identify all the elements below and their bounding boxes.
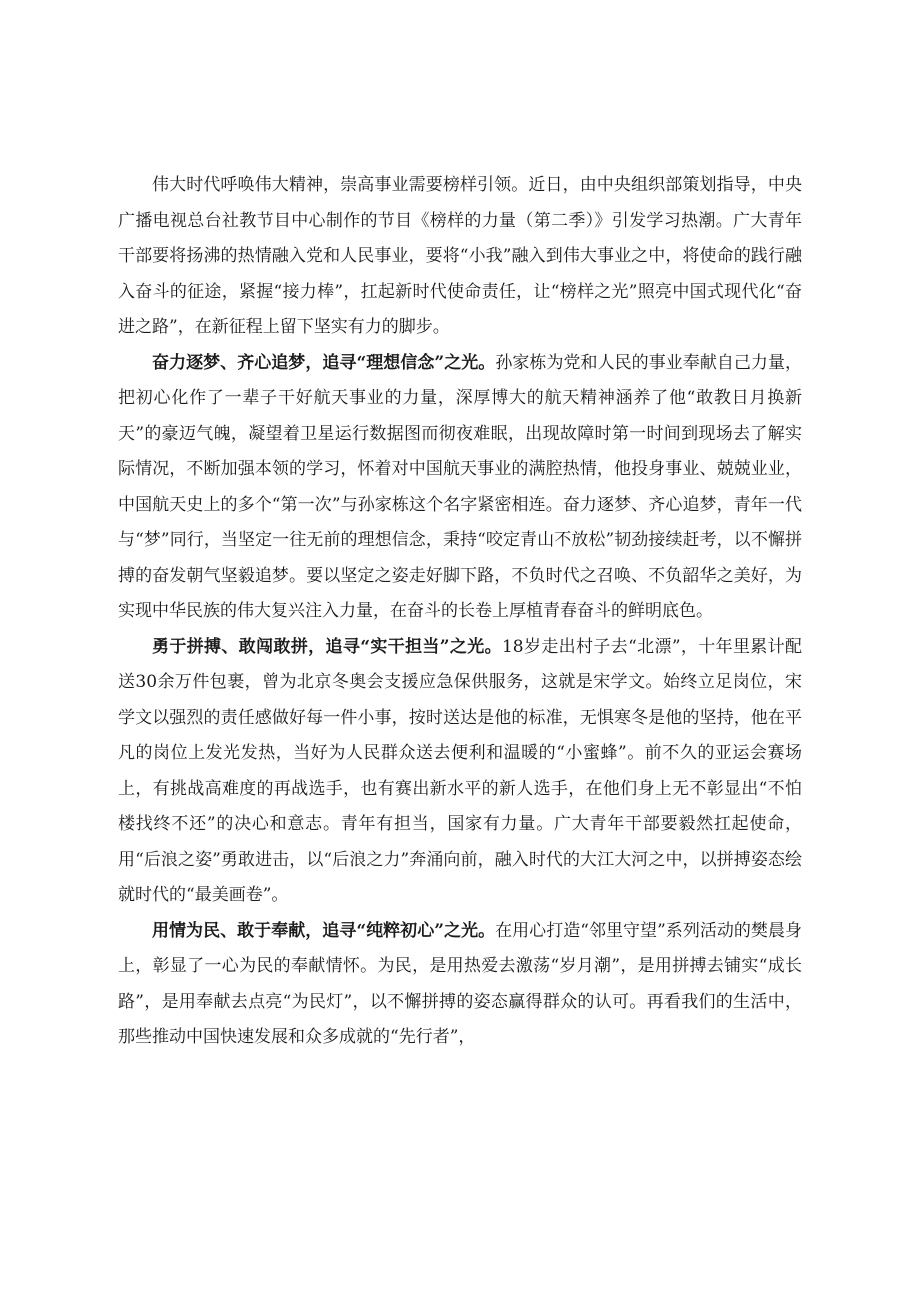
paragraph-text: 18岁走出村子去“北漂”，十年里累计配送30余万件包裹，曾为北京冬奥会支援应急保供服务，这就是宋学文。始终立足岗位，宋学文以强烈的责任感做好每一件小事，按时送达是他的标准，无惧寒冬是他的坚持，他在平凡的岗位上发光发热，当好为人民群众送去便利和温暖的“小蜜蜂”。前不久的亚运会赛场上，有挑战高难度的再战选手，也有赛出新水平的新人选手，在他们身上无不彰显出“不怕楼找终不还”的决心和意志。青年有担当，国家有力量。广大青年干部要毅然扛起使命，用“后浪之姿”勇敢进击，以“后浪之力”奔涌向前，融入时代的大江大河之中，以拼搏姿态绘就时代的“最美画卷”。 [118,636,803,905]
paragraph-hard-work [118,630,802,914]
paragraph-heading: 勇于拼搏、敢闯敢拼，追寻“实干担当”之光。 [152,636,502,657]
paragraph-text: 在用心打造“邻里守望”系列活动的樊晨身上，彰显了一心为民的奉献情怀。为民，是用热爱去激荡“岁月潮”，是用拼搏去铺实“成长路”，是用奉献去点亮“为民灯”，以不懈拼搏的姿态赢得群众的认可。再看我们的生活中，那些推动中国快速发展和众多成就的“先行者”， [118,920,802,1047]
document-body [118,168,802,1056]
paragraph-text: 伟大时代呼唤伟大精神，崇高事业需要榜样引领。近日，由中央组织部策划指导，中央广播电视总台社教节目中心制作的节目《榜样的力量（第二季）》引发学习热潮。广大青年干部要将扬沸的热情融入党和人民事业，要将“小我”融入到伟大事业之中，将使命的践行融入奋斗的征途，紧握“接力棒”，扛起新时代使命责任，让“榜样之光”照亮中国式现代化“奋进之路”，在新征程上留下坚实有力的脚步。 [118,175,802,337]
paragraph-text: 孙家栋为党和人民的事业奉献自己力量，把初心化作了一辈子干好航天事业的力量，深厚博大的航天精神涵养了他“敢教日月换新天”的豪迈气魄，凝望着卫星运行数据图而彻夜难眠，出现故障时第一时间到现场去了解实际情况，不断加强本领的学习，怀着对中国航天事业的满腔热情，他投身事业、兢兢业业，中国航天史上的多个“第一次”与孙家栋这个名字紧密相连。奋力逐梦、齐心追梦，青年一代与“梦”同行，当坚定一往无前的理想信念，秉持“咬定青山不放松”韧劲接续赶考，以不懈拼搏的奋发朝气坚毅追梦。要以坚定之姿走好脚下路，不负时代之召唤、不负韶华之美好，为实现中华民族的伟大复兴注入力量，在奋斗的长卷上厚植青春奋斗的鲜明底色。 [118,352,803,621]
paragraph-heading: 奋力逐梦、齐心追梦，追寻“理想信念”之光。 [152,352,496,373]
paragraph-ideals [118,346,802,630]
paragraph-intro [118,168,802,346]
paragraph-heading: 用情为民、敢于奉献，追寻“纯粹初心”之光。 [152,920,496,941]
paragraph-dedication [118,914,802,1056]
